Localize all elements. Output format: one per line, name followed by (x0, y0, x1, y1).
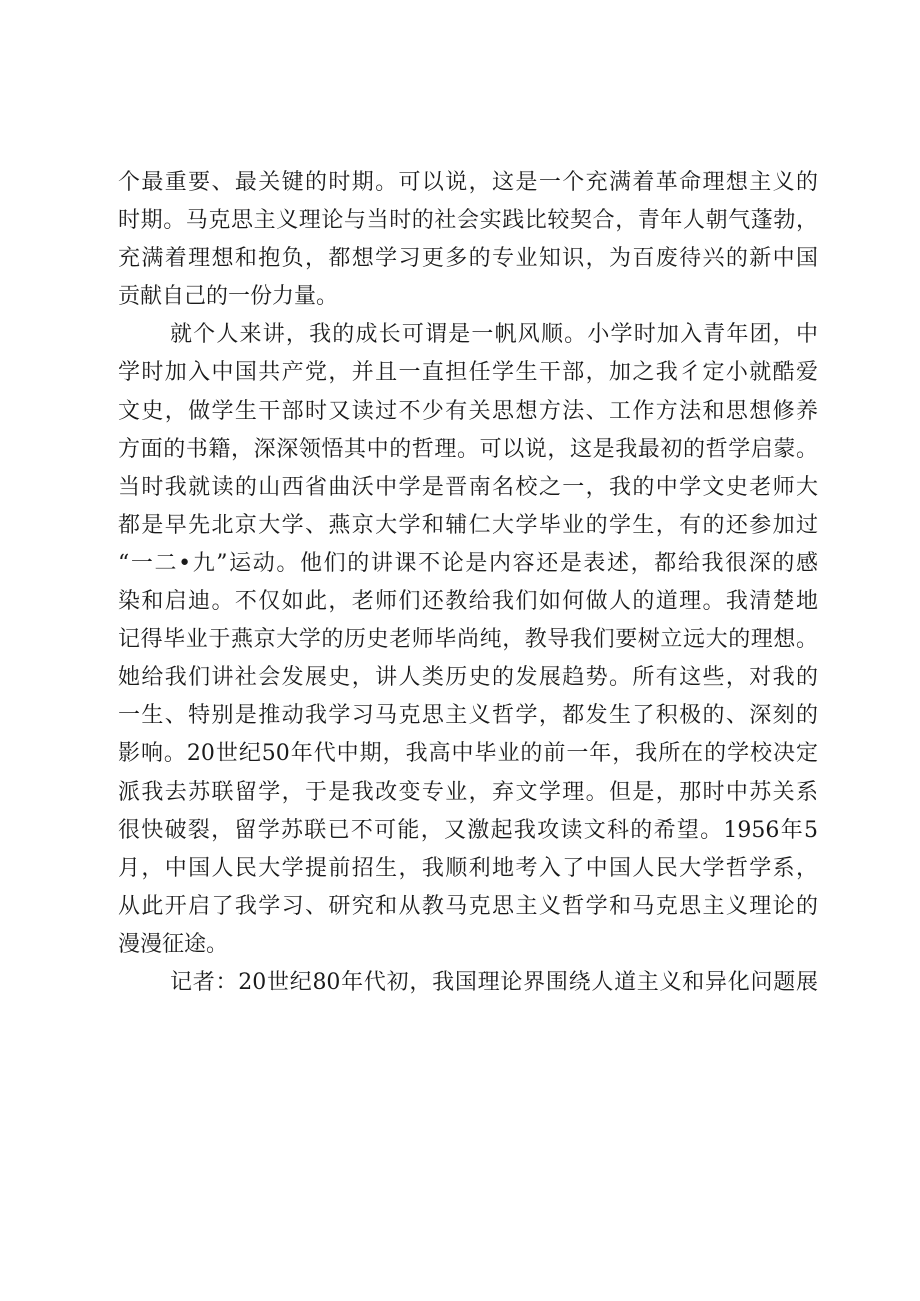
text-line: 月，中国人民大学提前招生，我顺利地考入了中国人民大学哲学系， (118, 855, 818, 881)
text-line: 时期。马克思主义理论与当时的社会实践比较契合，青年人朝气蓬勃， (118, 208, 818, 234)
text-line: 学时加入中国共产党，并且一直担任学生干部，加之我彳定小就酷爱 (118, 360, 818, 386)
text-line: 个最重要、最关键的时期。可以说，这是一个充满着革命理想主义的 (118, 170, 818, 195)
paragraph-start-line: 记者：20世纪80年代初，我国理论界围绕人道主义和异化问题展 (170, 969, 818, 995)
text-line: 记得毕业于燕京大学的历史老师毕尚纯，教导我们要树立远大的理想。 (118, 627, 818, 653)
text-line: 漫漫征途。 (118, 931, 229, 957)
text-line: 都是早先北京大学、燕京大学和辅仁大学毕业的学生，有的还参加过 (118, 512, 818, 538)
text-line: 当时我就读的山西省曲沃中学是晋南名校之一，我的中学文史老师大 (118, 474, 818, 500)
text-line: 派我去苏联留学，于是我改变专业，弃文学理。但是，那时中苏关系 (118, 779, 818, 805)
paragraph-start-line: 就个人来讲，我的成长可谓是一帆风顺。小学时加入青年团，中 (170, 322, 818, 348)
text-line: 文史，做学生干部时又读过不少有关思想方法、工作方法和思想修养 (118, 398, 818, 424)
text-line: 方面的书籍，深深领悟其中的哲理。可以说，这是我最初的哲学启蒙。 (118, 436, 818, 462)
text-line: “一二•九”运动。他们的讲课不论是内容还是表述，都给我很深的感 (118, 550, 818, 576)
text-line: 染和启迪。不仅如此，老师们还教给我们如何做人的道理。我清楚地 (118, 589, 818, 615)
text-line: 她给我们讲社会发展史，讲人类历史的发展趋势。所有这些，对我的 (118, 665, 818, 691)
text-line: 充满着理想和抱负，都想学习更多的专业知识，为百废待兴的新中国 (118, 246, 818, 272)
text-line: 一生、特别是推动我学习马克思主义哲学，都发生了积极的、深刻的 (118, 703, 818, 729)
text-line: 很快破裂，留学苏联已不可能，又激起我攻读文科的希望。1956年5 (118, 817, 818, 843)
text-line: 贡献自己的一份力量。 (118, 284, 339, 310)
article-body (118, 164, 818, 1002)
text-line: 从此开启了我学习、研究和从教马克思主义哲学和马克思主义理论的 (118, 893, 818, 919)
text-line: 影响。20世纪50年代中期，我高中毕业的前一年，我所在的学校决定 (118, 741, 818, 767)
